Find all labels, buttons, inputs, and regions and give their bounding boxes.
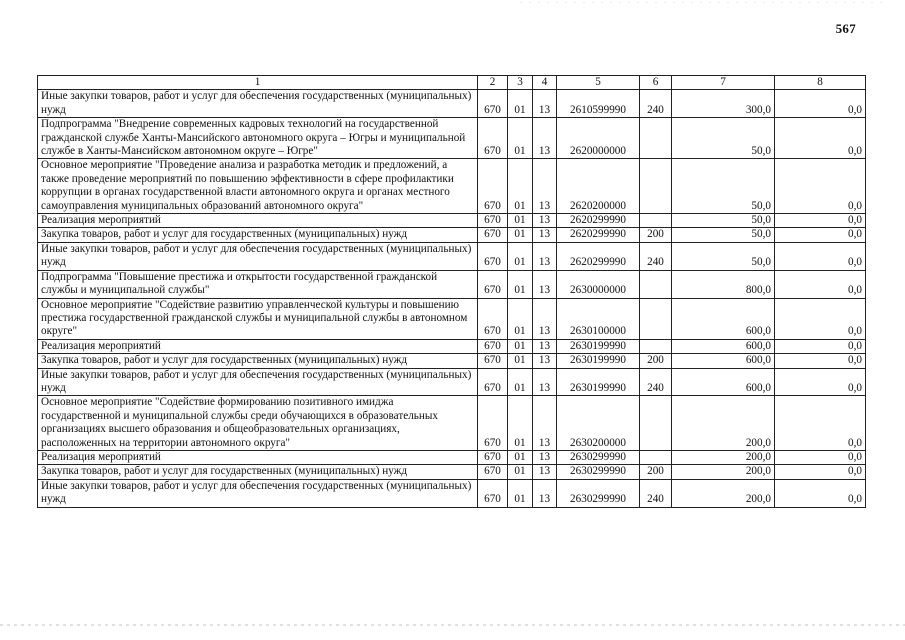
header-cell-6: 6 [640, 76, 672, 90]
subsection-cell: 13 [533, 368, 557, 396]
section-cell: 01 [508, 270, 533, 298]
target-article-cell: 2620000000 [557, 118, 640, 159]
amount-cell: 600,0 [672, 354, 775, 368]
expense-type-cell: 240 [640, 242, 672, 270]
description-cell: Основное мероприятие "Содействие формированию позитивного имиджа государственной и муниципальной службы среди обучающихся в образовательных организациях высшего образования и общеобразовательных организациях, расположенных на территории автономного округа" [38, 396, 478, 451]
section-cell: 01 [508, 368, 533, 396]
header-cell-7: 7 [672, 76, 775, 90]
amount-cell: 600,0 [672, 298, 775, 339]
target-article-cell: 2620200000 [557, 159, 640, 214]
amount-2-cell: 0,0 [775, 242, 866, 270]
section-cell: 01 [508, 228, 533, 242]
table-row [38, 118, 866, 159]
table-row [38, 354, 866, 368]
target-article-cell: 2630000000 [557, 270, 640, 298]
description-cell: Закупка товаров, работ и услуг для государственных (муниципальных) нужд [38, 228, 478, 242]
table-row [38, 159, 866, 214]
target-article-cell: 2630299990 [557, 479, 640, 507]
description-cell: Основное мероприятие "Проведение анализа и разработка методик и предложений, а также проведение мероприятий по повышению эффективности в сфере профилактики коррупции в органах государственной власти автономного округа и органах местного самоуправления муниципальных образований автономного округа" [38, 159, 478, 214]
amount-cell: 200,0 [672, 479, 775, 507]
table-row [38, 450, 866, 464]
header-row [38, 76, 866, 90]
subsection-cell: 13 [533, 396, 557, 451]
section-cell: 01 [508, 214, 533, 228]
header-cell-1: 1 [38, 76, 478, 90]
section-cell: 01 [508, 396, 533, 451]
amount-cell: 300,0 [672, 90, 775, 118]
amount-cell: 200,0 [672, 465, 775, 479]
ministry-code-cell: 670 [478, 118, 508, 159]
amount-2-cell: 0,0 [775, 479, 866, 507]
target-article-cell: 2630299990 [557, 450, 640, 464]
target-article-cell: 2630199990 [557, 339, 640, 353]
expense-type-cell [640, 298, 672, 339]
amount-2-cell: 0,0 [775, 228, 866, 242]
expense-type-cell: 240 [640, 90, 672, 118]
ministry-code-cell: 670 [478, 450, 508, 464]
scan-artifact-bottom [0, 624, 905, 626]
section-cell: 01 [508, 118, 533, 159]
description-cell: Подпрограмма "Повышение престижа и открытости государственной гражданской службы и муниципальной службы" [38, 270, 478, 298]
subsection-cell: 13 [533, 242, 557, 270]
header-cell-2: 2 [478, 76, 508, 90]
amount-2-cell: 0,0 [775, 298, 866, 339]
amount-cell: 600,0 [672, 368, 775, 396]
description-cell: Иные закупки товаров, работ и услуг для обеспечения государственных (муниципальных) нужд [38, 368, 478, 396]
amount-2-cell: 0,0 [775, 159, 866, 214]
subsection-cell: 13 [533, 90, 557, 118]
amount-cell: 50,0 [672, 214, 775, 228]
expense-type-cell: 240 [640, 479, 672, 507]
target-article-cell: 2620299990 [557, 214, 640, 228]
expense-type-cell: 200 [640, 228, 672, 242]
section-cell: 01 [508, 242, 533, 270]
amount-cell: 200,0 [672, 450, 775, 464]
amount-cell: 50,0 [672, 228, 775, 242]
expense-type-cell [640, 450, 672, 464]
description-cell: Закупка товаров, работ и услуг для государственных (муниципальных) нужд [38, 354, 478, 368]
expense-type-cell [640, 339, 672, 353]
description-cell: Реализация мероприятий [38, 339, 478, 353]
subsection-cell: 13 [533, 228, 557, 242]
target-article-cell: 2620299990 [557, 242, 640, 270]
target-article-cell: 2630199990 [557, 354, 640, 368]
ministry-code-cell: 670 [478, 214, 508, 228]
table-row [38, 298, 866, 339]
header-cell-4: 4 [533, 76, 557, 90]
description-cell: Реализация мероприятий [38, 450, 478, 464]
ministry-code-cell: 670 [478, 298, 508, 339]
subsection-cell: 13 [533, 450, 557, 464]
amount-2-cell: 0,0 [775, 270, 866, 298]
ministry-code-cell: 670 [478, 368, 508, 396]
target-article-cell: 2610599990 [557, 90, 640, 118]
subsection-cell: 13 [533, 118, 557, 159]
expense-type-cell [640, 396, 672, 451]
page-number: 567 [835, 21, 856, 36]
amount-cell: 600,0 [672, 339, 775, 353]
section-cell: 01 [508, 354, 533, 368]
amount-cell: 800,0 [672, 270, 775, 298]
amount-2-cell: 0,0 [775, 118, 866, 159]
ministry-code-cell: 670 [478, 479, 508, 507]
ministry-code-cell: 670 [478, 270, 508, 298]
table-row [38, 368, 866, 396]
description-cell: Закупка товаров, работ и услуг для государственных (муниципальных) нужд [38, 465, 478, 479]
description-cell: Реализация мероприятий [38, 214, 478, 228]
description-cell: Иные закупки товаров, работ и услуг для обеспечения государственных (муниципальных) нужд [38, 479, 478, 507]
subsection-cell: 13 [533, 270, 557, 298]
table-row [38, 339, 866, 353]
subsection-cell: 13 [533, 339, 557, 353]
table-body [38, 76, 866, 508]
expense-type-cell [640, 270, 672, 298]
subsection-cell: 13 [533, 354, 557, 368]
table-row [38, 465, 866, 479]
target-article-cell: 2630100000 [557, 298, 640, 339]
scan-artifact-top [520, 2, 885, 3]
table-row [38, 214, 866, 228]
ministry-code-cell: 670 [478, 339, 508, 353]
description-cell: Иные закупки товаров, работ и услуг для обеспечения государственных (муниципальных) нужд [38, 90, 478, 118]
table-row [38, 270, 866, 298]
amount-2-cell: 0,0 [775, 465, 866, 479]
table-row [38, 228, 866, 242]
amount-2-cell: 0,0 [775, 396, 866, 451]
table-row [38, 479, 866, 507]
table-row [38, 90, 866, 118]
subsection-cell: 13 [533, 465, 557, 479]
amount-cell: 200,0 [672, 396, 775, 451]
expense-type-cell: 200 [640, 354, 672, 368]
section-cell: 01 [508, 298, 533, 339]
ministry-code-cell: 670 [478, 396, 508, 451]
section-cell: 01 [508, 450, 533, 464]
amount-cell: 50,0 [672, 159, 775, 214]
budget-table [37, 75, 866, 508]
expense-type-cell: 240 [640, 368, 672, 396]
ministry-code-cell: 670 [478, 465, 508, 479]
target-article-cell: 2630199990 [557, 368, 640, 396]
subsection-cell: 13 [533, 159, 557, 214]
description-cell: Иные закупки товаров, работ и услуг для обеспечения государственных (муниципальных) нужд [38, 242, 478, 270]
header-cell-3: 3 [508, 76, 533, 90]
description-cell: Основное мероприятие "Содействие развитию управленческой культуры и повышению престижа государственной гражданской службы и муниципальной службы в автономном округе" [38, 298, 478, 339]
subsection-cell: 13 [533, 214, 557, 228]
header-cell-8: 8 [775, 76, 866, 90]
amount-cell: 50,0 [672, 242, 775, 270]
subsection-cell: 13 [533, 298, 557, 339]
ministry-code-cell: 670 [478, 228, 508, 242]
expense-type-cell [640, 214, 672, 228]
table-row [38, 396, 866, 451]
section-cell: 01 [508, 90, 533, 118]
table-row [38, 242, 866, 270]
ministry-code-cell: 670 [478, 159, 508, 214]
amount-2-cell: 0,0 [775, 90, 866, 118]
amount-2-cell: 0,0 [775, 354, 866, 368]
section-cell: 01 [508, 339, 533, 353]
header-cell-5: 5 [557, 76, 640, 90]
amount-2-cell: 0,0 [775, 214, 866, 228]
target-article-cell: 2630200000 [557, 396, 640, 451]
ministry-code-cell: 670 [478, 242, 508, 270]
amount-2-cell: 0,0 [775, 450, 866, 464]
ministry-code-cell: 670 [478, 354, 508, 368]
amount-2-cell: 0,0 [775, 339, 866, 353]
section-cell: 01 [508, 479, 533, 507]
expense-type-cell [640, 118, 672, 159]
section-cell: 01 [508, 159, 533, 214]
expense-type-cell [640, 159, 672, 214]
target-article-cell: 2620299990 [557, 228, 640, 242]
ministry-code-cell: 670 [478, 90, 508, 118]
subsection-cell: 13 [533, 479, 557, 507]
amount-cell: 50,0 [672, 118, 775, 159]
description-cell: Подпрограмма "Внедрение современных кадровых технологий на государственной гражданской службе Ханты-Мансийского автономного округа – Югры и муниципальной службе в Ханты-Мансийском автономном округе – Югре" [38, 118, 478, 159]
target-article-cell: 2630299990 [557, 465, 640, 479]
section-cell: 01 [508, 465, 533, 479]
amount-2-cell: 0,0 [775, 368, 866, 396]
expense-type-cell: 200 [640, 465, 672, 479]
